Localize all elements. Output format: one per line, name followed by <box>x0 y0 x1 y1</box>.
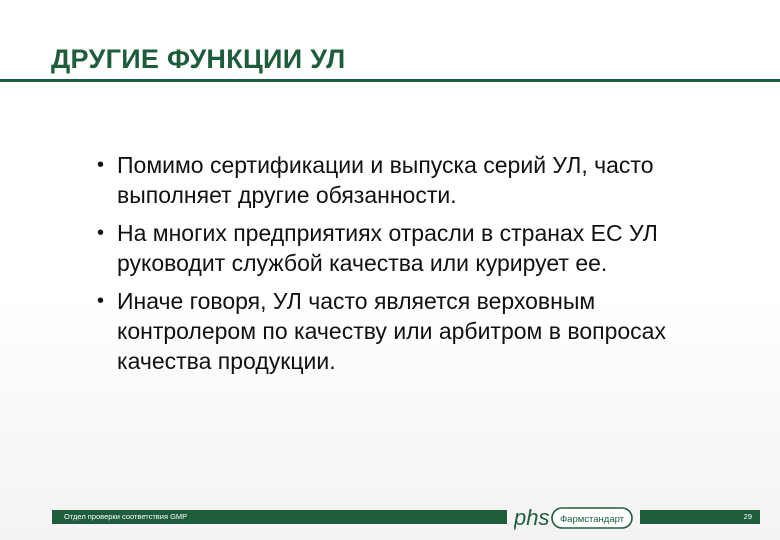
bullet-marker: • <box>97 290 105 312</box>
footer-department: Отдел проверки соответствия GMP <box>64 512 188 521</box>
bullet-item <box>95 218 735 278</box>
logo-brand: Фармстандарт <box>559 514 625 525</box>
bullet-marker: • <box>97 222 105 244</box>
pharmstandard-logo <box>514 501 634 533</box>
slide-title: ДРУГИЕ ФУНКЦИИ УЛ <box>51 44 346 74</box>
bullet-text: Помимо сертификации и выпуска серий УЛ, часто выполняет другие обязанности. <box>117 152 654 208</box>
page-number: 29 <box>743 512 752 521</box>
bullet-item <box>95 150 735 210</box>
bullet-text: На многих предприятиях отрасли в странах ЕС УЛ руководит службой качества или курирует ее. <box>117 220 658 276</box>
bullet-text: Иначе говоря, УЛ часто является верховным контролером по качеству или арбитром в вопросах качества продукции. <box>117 288 666 374</box>
bullet-item <box>95 286 735 376</box>
title-divider <box>0 79 780 82</box>
bullet-list <box>95 150 735 384</box>
logo-mark: phs <box>514 505 550 530</box>
bullet-marker: • <box>97 154 105 176</box>
